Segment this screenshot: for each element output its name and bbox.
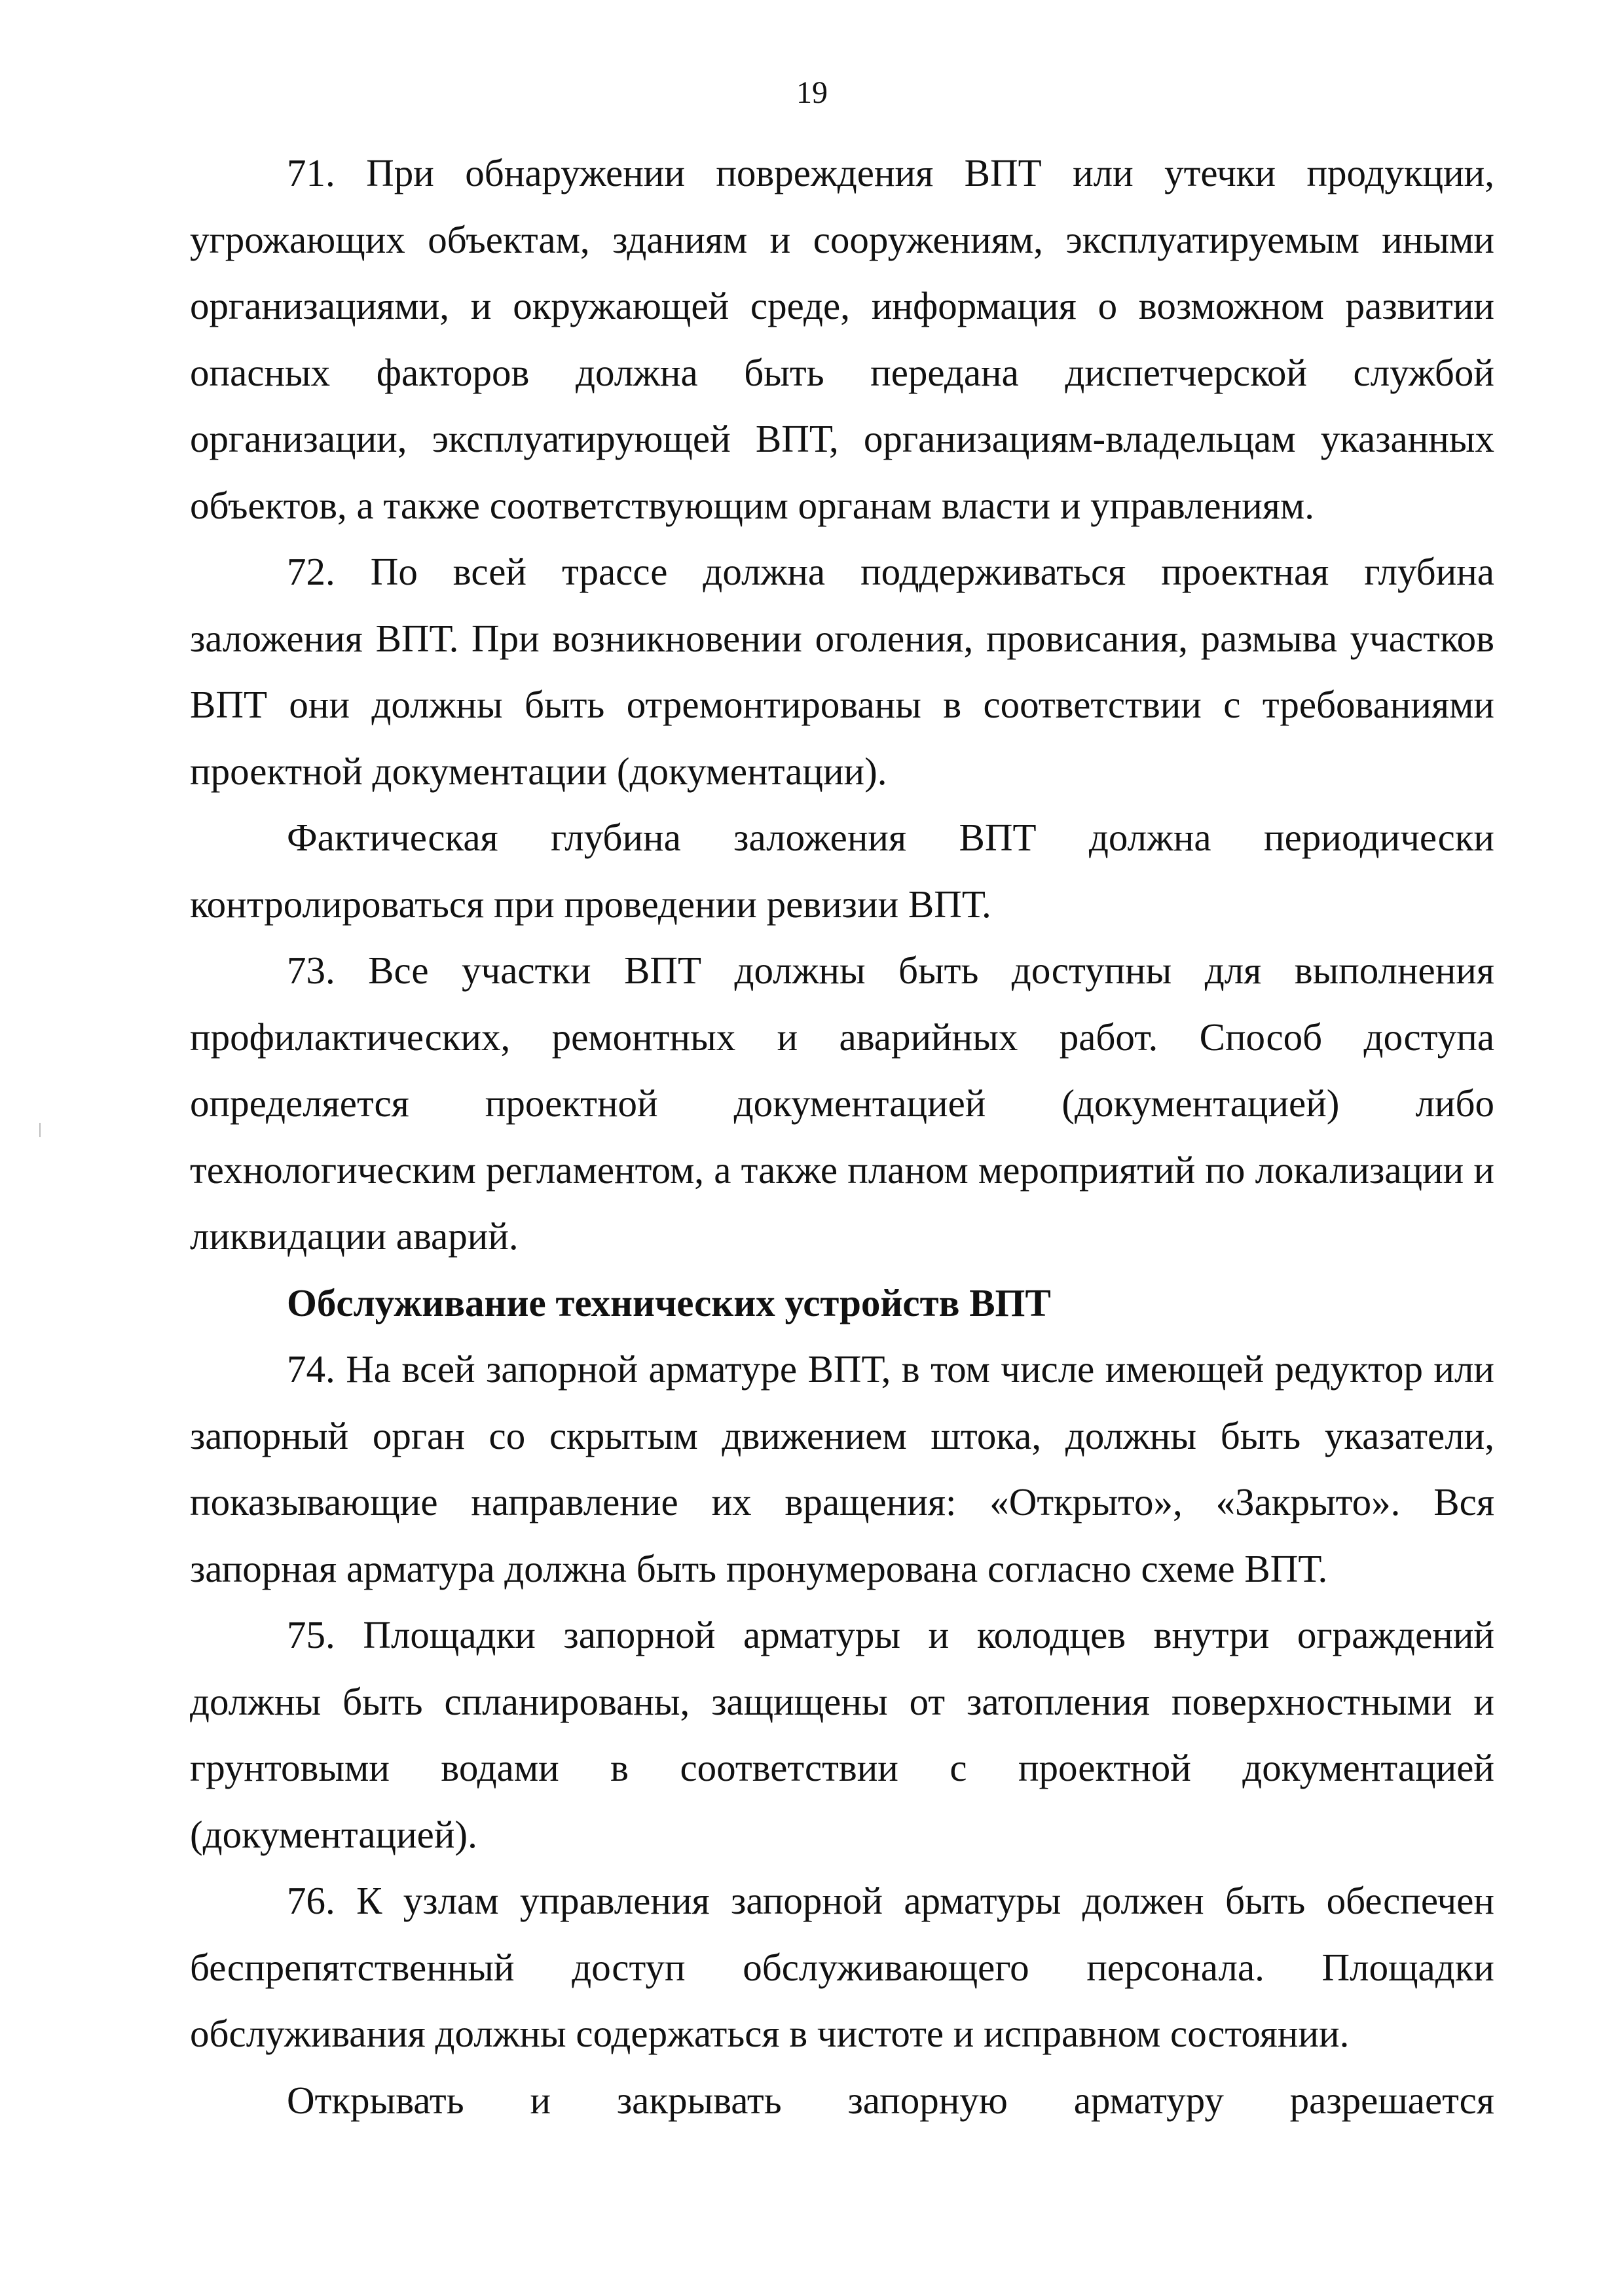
paragraph-71: 71. При обнаружении повреждения ВПТ или утечки продукции, угрожающих объектам, зданиям и сооружениям, эксплуатируемым иными организациями, и окружающей среде, информация о возможном развитии опасных факторов должна быть передана диспетчерской службой организации, эксплуатирующей ВПТ, организациям-владельцам указанных объектов, а также соответствующим органам власти и управлениям. (190, 151, 1494, 527)
document-body (190, 140, 1494, 2134)
scan-artifact-mark (39, 1123, 41, 1137)
paragraph-76: 76. К узлам управления запорной арматуры должен быть обеспечен беспрепятственный доступ обслуживающего персонала. Площадки обслуживания должны содержаться в чистоте и исправном состоянии. (190, 1879, 1494, 2055)
page-number: 19 (796, 75, 828, 110)
paragraph-76-continuation: Открывать и закрывать запорную арматуру разрешается (287, 2078, 1494, 2122)
paragraph-74: 74. На всей запорной арматуре ВПТ, в том числе имеющей редуктор или запорный орган со скрытым движением штока, должны быть указатели, показывающие направление их вращения: «Открыто», «Закрыто». Вся запорная арматура должна быть пронумерована согласно схеме ВПТ. (190, 1347, 1494, 1590)
paragraph-75: 75. Площадки запорной арматуры и колодцев внутри ограждений должны быть спланированы, защищены от затопления поверхностными и грунтовыми водами в соответствии с проектной документацией (документацией). (190, 1613, 1494, 1856)
paragraph-73: 73. Все участки ВПТ должны быть доступны для выполнения профилактических, ремонтных и аварийных работ. Способ доступа определяется проектной документацией (документацией) либо технологическим регламентом, а также планом мероприятий по локализации и ликвидации аварий. (190, 949, 1494, 1258)
paragraph-72: 72. По всей трассе должна поддерживаться проектная глубина заложения ВПТ. При возникновении оголения, провисания, размыва участков ВПТ они должны быть отремонтированы в соответствии с требованиями проектной документации (документации). (190, 550, 1494, 793)
paragraph-72-depth-control: Фактическая глубина заложения ВПТ должна периодически контролироваться при проведении ревизии ВПТ. (190, 816, 1494, 926)
section-heading: Обслуживание технических устройств ВПТ (287, 1281, 1051, 1324)
